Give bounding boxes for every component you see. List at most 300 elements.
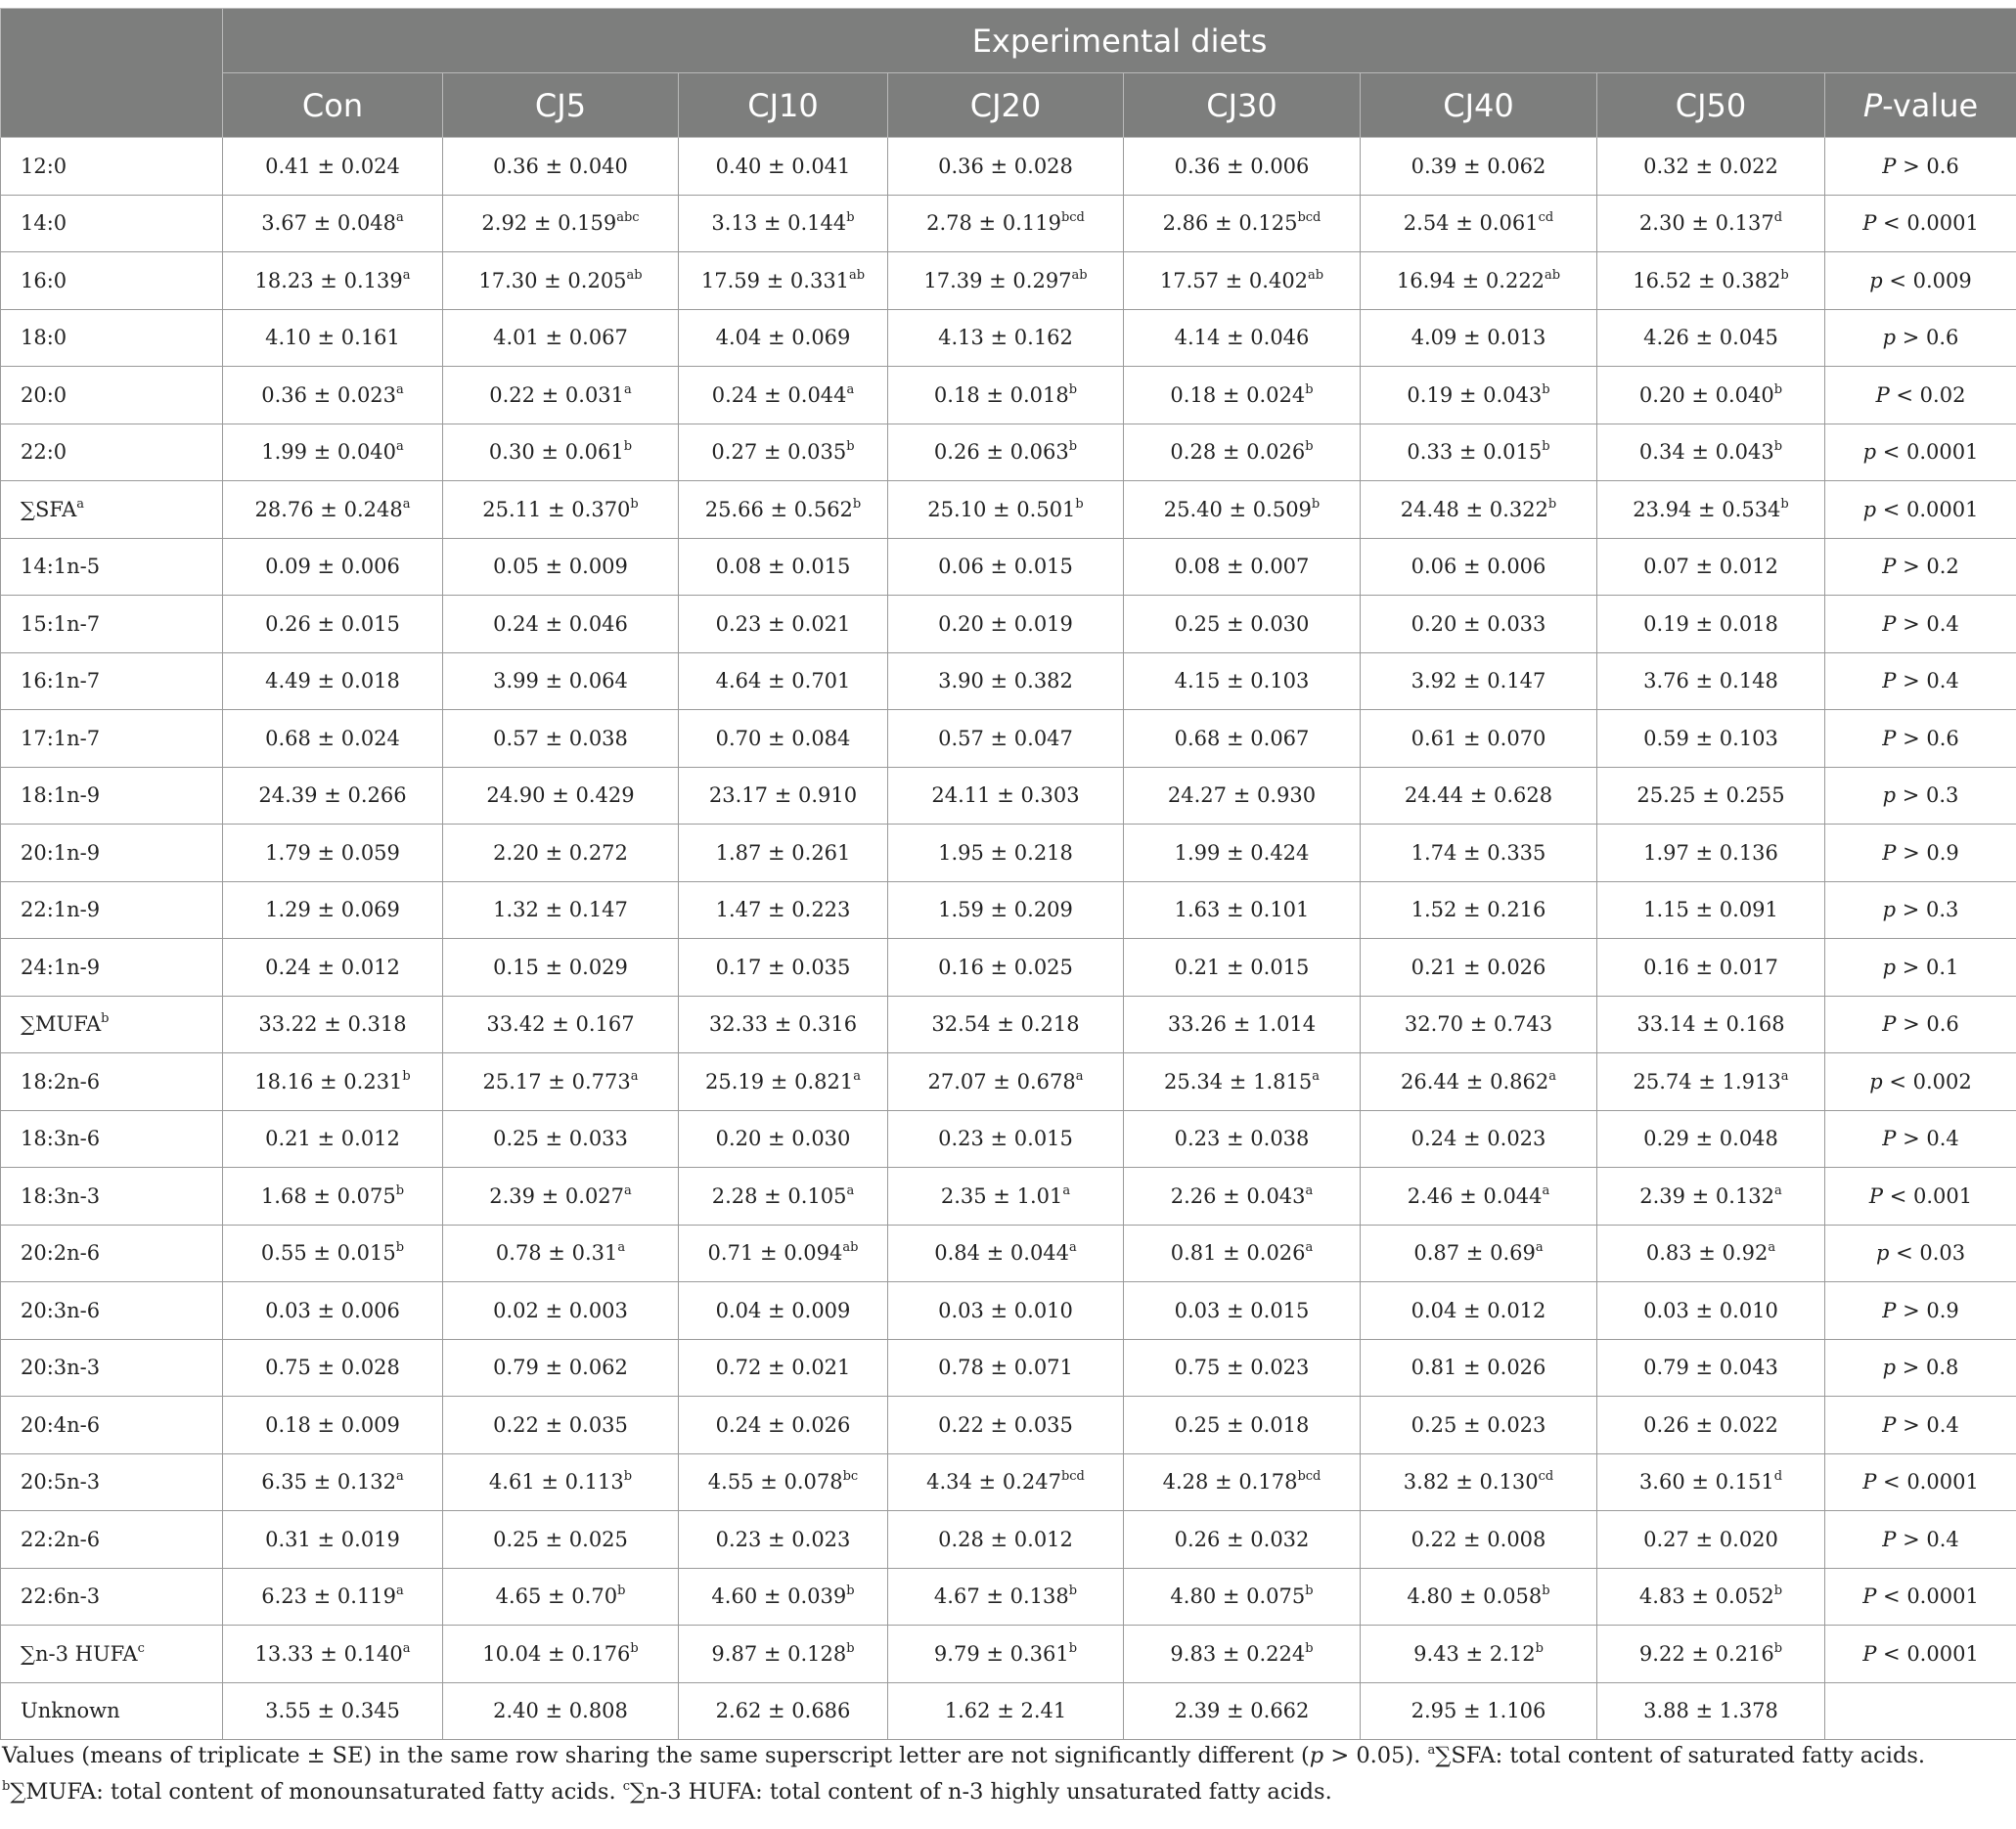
value-cell	[888, 1110, 1124, 1168]
value-cell	[1124, 538, 1361, 596]
value-cell	[1597, 1225, 1825, 1282]
row-label-cell	[1, 1053, 223, 1111]
footnote-sup-b: b	[2, 1779, 11, 1794]
value-mean-se: 3.13 ± 0.144	[711, 211, 847, 236]
value-cell	[679, 710, 888, 768]
column-header-cj30: CJ30	[1124, 73, 1361, 138]
row-label-cell	[1, 1453, 223, 1511]
value-mean-se: 25.10 ± 0.501	[927, 497, 1076, 521]
significance-letters: a	[396, 1584, 404, 1599]
significance-letters: a	[1305, 1182, 1314, 1198]
value-mean-se: 0.33 ± 0.015	[1407, 440, 1543, 465]
value-cell	[679, 1168, 888, 1226]
value-cell	[888, 767, 1124, 825]
significance-letters: b	[623, 1469, 633, 1485]
value-mean-se: 0.55 ± 0.015	[260, 1241, 396, 1266]
value-mean-se: 9.79 ± 0.361	[933, 1641, 1069, 1666]
significance-letters: a	[402, 496, 411, 512]
value-mean-se: 3.92 ± 0.147	[1411, 669, 1546, 693]
value-mean-se: 0.18 ± 0.009	[265, 1412, 400, 1437]
value-mean-se: 0.08 ± 0.007	[1174, 555, 1310, 579]
value-cell	[1124, 710, 1361, 768]
row-label: 22:0	[21, 440, 67, 465]
value-cell	[223, 1397, 443, 1454]
row-label: 20:4n-6	[21, 1412, 101, 1437]
value-cell	[1597, 252, 1825, 310]
p-value-text: > 0.8	[1896, 1356, 1959, 1380]
fatty-acid-table	[0, 8, 2016, 1740]
value-cell	[443, 652, 679, 710]
value-cell	[443, 252, 679, 310]
value-mean-se: 0.25 ± 0.018	[1174, 1412, 1310, 1437]
value-cell	[679, 1110, 888, 1168]
value-cell	[1597, 1339, 1825, 1397]
value-cell	[679, 939, 888, 997]
value-cell	[1361, 252, 1597, 310]
significance-letters: b	[1542, 439, 1550, 455]
value-mean-se: 4.55 ± 0.078	[707, 1470, 843, 1494]
value-mean-se: 24.44 ± 0.628	[1404, 783, 1553, 808]
value-mean-se: 0.72 ± 0.021	[715, 1356, 851, 1380]
significance-letters: b	[1773, 381, 1783, 397]
p-value-letter: P	[1882, 1298, 1897, 1322]
value-cell	[223, 138, 443, 196]
value-mean-se: 4.34 ± 0.247	[926, 1470, 1061, 1494]
row-label-cell	[1, 367, 223, 424]
significance-letters: a	[396, 381, 404, 397]
row-label: 18:1n-9	[21, 783, 101, 808]
value-mean-se: 0.06 ± 0.006	[1411, 555, 1546, 579]
significance-letters: a	[1774, 1182, 1782, 1198]
value-mean-se: 0.23 ± 0.015	[938, 1127, 1073, 1151]
significance-letters: a	[1780, 1068, 1789, 1084]
value-mean-se: 10.04 ± 0.176	[482, 1641, 631, 1666]
significance-letters: b	[1305, 1584, 1314, 1599]
p-value-letter: P	[1882, 840, 1897, 865]
table-row	[1, 1453, 2016, 1511]
value-mean-se: 0.81 ± 0.026	[1411, 1356, 1546, 1380]
value-mean-se: 0.68 ± 0.024	[265, 726, 400, 750]
value-cell	[443, 1282, 679, 1340]
row-label-cell	[1, 996, 223, 1053]
value-mean-se: 25.19 ± 0.821	[705, 1069, 854, 1093]
value-cell	[443, 195, 679, 252]
row-label-superscript: c	[137, 1640, 145, 1656]
value-mean-se: 0.75 ± 0.028	[265, 1356, 400, 1380]
value-mean-se: 0.79 ± 0.043	[1643, 1356, 1778, 1380]
value-cell	[1124, 481, 1361, 539]
table-row	[1, 367, 2016, 424]
value-mean-se: 0.78 ± 0.31	[495, 1241, 618, 1266]
value-mean-se: 4.04 ± 0.069	[715, 326, 851, 350]
value-cell	[679, 996, 888, 1053]
p-value-text: < 0.0001	[1876, 497, 1979, 521]
value-cell	[1124, 1568, 1361, 1626]
value-cell	[1361, 1682, 1597, 1740]
row-label-cell	[1, 538, 223, 596]
value-cell	[1597, 1568, 1825, 1626]
significance-letters: bcd	[1297, 210, 1322, 226]
value-cell	[443, 1626, 679, 1683]
value-cell	[888, 1339, 1124, 1397]
value-cell	[1597, 1682, 1825, 1740]
value-mean-se: 4.13 ± 0.162	[938, 326, 1073, 350]
value-mean-se: 0.30 ± 0.061	[488, 440, 624, 465]
significance-letters: b	[1068, 381, 1078, 397]
table-row	[1, 1568, 2016, 1626]
p-value-cell	[1825, 138, 2016, 196]
value-mean-se: 0.19 ± 0.043	[1407, 382, 1543, 407]
p-value-text: < 0.02	[1889, 382, 1966, 407]
value-mean-se: 24.27 ± 0.930	[1167, 783, 1317, 808]
value-cell	[1361, 138, 1597, 196]
row-label-cell	[1, 481, 223, 539]
value-cell	[679, 652, 888, 710]
value-mean-se: 0.04 ± 0.012	[1411, 1298, 1546, 1322]
significance-letters: bcd	[1060, 210, 1085, 226]
table-row	[1, 1626, 2016, 1683]
value-mean-se: 1.59 ± 0.209	[938, 898, 1073, 922]
value-cell	[443, 1053, 679, 1111]
significance-letters: a	[630, 1068, 639, 1084]
value-cell	[223, 939, 443, 997]
column-header-cj40: CJ40	[1361, 73, 1597, 138]
value-cell	[223, 1682, 443, 1740]
significance-letters: b	[1305, 381, 1314, 397]
row-label: 24:1n-9	[21, 955, 101, 979]
value-cell	[679, 252, 888, 310]
row-label: 18:3n-6	[21, 1127, 101, 1151]
significance-letters: ab	[842, 1240, 859, 1256]
p-value-cell	[1825, 825, 2016, 882]
value-mean-se: 0.26 ± 0.063	[933, 440, 1069, 465]
value-cell	[679, 1568, 888, 1626]
value-cell	[223, 1168, 443, 1226]
value-mean-se: 0.59 ± 0.103	[1643, 726, 1778, 750]
value-mean-se: 25.25 ± 0.255	[1636, 783, 1785, 808]
value-mean-se: 0.06 ± 0.015	[938, 555, 1073, 579]
p-value-text: > 0.4	[1896, 1127, 1959, 1151]
value-mean-se: 1.74 ± 0.335	[1411, 840, 1546, 865]
value-mean-se: 4.65 ± 0.70	[495, 1584, 618, 1609]
value-mean-se: 2.54 ± 0.061	[1403, 211, 1539, 236]
value-mean-se: 2.30 ± 0.137	[1638, 211, 1774, 236]
value-cell	[888, 138, 1124, 196]
value-cell	[1124, 1682, 1361, 1740]
p-value-cell	[1825, 1225, 2016, 1282]
value-cell	[223, 1453, 443, 1511]
significance-letters: ab	[849, 267, 866, 283]
significance-letters: b	[1068, 1584, 1078, 1599]
value-mean-se: 1.52 ± 0.216	[1411, 898, 1546, 922]
value-cell	[1124, 1511, 1361, 1569]
value-cell	[1124, 825, 1361, 882]
value-cell	[1597, 424, 1825, 481]
group-header: Experimental diets	[223, 9, 2016, 73]
value-cell	[888, 195, 1124, 252]
row-label: 22:2n-6	[21, 1527, 101, 1551]
p-value-text: > 0.4	[1896, 669, 1959, 693]
value-mean-se: 0.25 ± 0.023	[1411, 1412, 1546, 1437]
row-label-cell	[1, 1682, 223, 1740]
column-header-cj50: CJ50	[1597, 73, 1825, 138]
value-cell	[1597, 881, 1825, 939]
p-value-text: > 0.2	[1896, 555, 1959, 579]
value-mean-se: 9.22 ± 0.216	[1638, 1641, 1774, 1666]
row-label: 20:2n-6	[21, 1241, 101, 1266]
p-value-text: > 0.6	[1896, 154, 1959, 178]
value-mean-se: 0.22 ± 0.031	[489, 382, 625, 407]
value-mean-se: 0.22 ± 0.035	[493, 1412, 628, 1437]
p-value-text: < 0.009	[1882, 268, 1972, 292]
value-cell	[1361, 309, 1597, 367]
value-mean-se: 32.33 ± 0.316	[708, 1012, 858, 1037]
value-mean-se: 4.64 ± 0.701	[715, 669, 851, 693]
value-mean-se: 2.35 ± 1.01	[940, 1183, 1063, 1208]
p-value-text: > 0.6	[1896, 726, 1959, 750]
significance-letters: b	[1773, 1584, 1783, 1599]
value-mean-se: 0.08 ± 0.015	[715, 555, 851, 579]
significance-letters: ab	[1308, 267, 1324, 283]
row-label-cell	[1, 1568, 223, 1626]
p-value-letter: P	[1882, 669, 1897, 693]
value-mean-se: 0.57 ± 0.047	[938, 726, 1073, 750]
value-mean-se: 4.49 ± 0.018	[265, 669, 400, 693]
p-value-text: < 0.0001	[1876, 1584, 1979, 1609]
value-mean-se: 0.24 ± 0.012	[265, 955, 400, 979]
value-mean-se: 0.27 ± 0.035	[711, 440, 847, 465]
significance-letters: b	[852, 496, 862, 512]
significance-letters: a	[396, 1469, 404, 1485]
value-mean-se: 0.26 ± 0.022	[1643, 1412, 1778, 1437]
value-cell	[679, 1511, 888, 1569]
p-value-letter: P	[1862, 1584, 1877, 1609]
significance-letters: b	[1773, 1640, 1783, 1656]
table-wrapper	[0, 8, 2016, 1740]
p-value-cell	[1825, 652, 2016, 710]
row-label-cell	[1, 195, 223, 252]
value-mean-se: 0.16 ± 0.017	[1643, 955, 1778, 979]
value-cell	[1124, 596, 1361, 653]
significance-letters: b	[1075, 496, 1084, 512]
p-value-letter: P	[1875, 382, 1890, 407]
value-cell	[1361, 424, 1597, 481]
value-cell	[679, 596, 888, 653]
value-cell	[223, 481, 443, 539]
table-row	[1, 1339, 2016, 1397]
value-mean-se: 2.78 ± 0.119	[926, 211, 1061, 236]
value-cell	[223, 1568, 443, 1626]
footnote-sup-c: c	[622, 1779, 631, 1794]
significance-letters: b	[1547, 496, 1557, 512]
value-mean-se: 0.21 ± 0.026	[1411, 955, 1546, 979]
value-cell	[1361, 195, 1597, 252]
value-mean-se: 0.07 ± 0.012	[1643, 555, 1778, 579]
row-label: ∑SFA	[21, 497, 77, 521]
value-mean-se: 0.03 ± 0.010	[938, 1298, 1073, 1322]
p-value-cell	[1825, 424, 2016, 481]
table-row	[1, 767, 2016, 825]
footnote-text: > 0.05).	[1323, 1743, 1428, 1768]
value-cell	[223, 1339, 443, 1397]
value-cell	[1124, 309, 1361, 367]
row-label: 18:2n-6	[21, 1069, 101, 1093]
value-mean-se: 0.41 ± 0.024	[265, 154, 400, 178]
value-cell	[1597, 481, 1825, 539]
p-value-letter: p	[1882, 1356, 1897, 1380]
value-mean-se: 13.33 ± 0.140	[254, 1641, 403, 1666]
value-cell	[1361, 881, 1597, 939]
table-row	[1, 881, 2016, 939]
p-value-header-letter: P	[1862, 86, 1883, 124]
value-mean-se: 24.11 ± 0.303	[931, 783, 1080, 808]
value-cell	[1361, 1110, 1597, 1168]
value-mean-se: 33.26 ± 1.014	[1167, 1012, 1317, 1037]
value-cell	[223, 996, 443, 1053]
value-mean-se: 2.28 ± 0.105	[711, 1183, 847, 1208]
table-row	[1, 1110, 2016, 1168]
value-cell	[888, 1626, 1124, 1683]
row-label: 12:0	[21, 154, 67, 178]
value-cell	[1124, 996, 1361, 1053]
p-value-letter: P	[1882, 1127, 1897, 1151]
value-cell	[1597, 1168, 1825, 1226]
value-mean-se: 2.62 ± 0.686	[715, 1699, 851, 1723]
value-cell	[443, 538, 679, 596]
p-value-cell	[1825, 596, 2016, 653]
value-cell	[443, 1397, 679, 1454]
p-value-letter: p	[1862, 497, 1877, 521]
value-cell	[1597, 1453, 1825, 1511]
value-mean-se: 2.26 ± 0.043	[1170, 1183, 1306, 1208]
value-mean-se: 9.83 ± 0.224	[1170, 1641, 1306, 1666]
p-value-letter: p	[1882, 783, 1897, 808]
value-mean-se: 3.82 ± 0.130	[1403, 1470, 1539, 1494]
significance-letters: b	[1542, 1584, 1550, 1599]
value-cell	[1361, 710, 1597, 768]
value-mean-se: 25.74 ± 1.913	[1633, 1069, 1781, 1093]
row-label-cell	[1, 309, 223, 367]
table-row	[1, 710, 2016, 768]
value-cell	[223, 652, 443, 710]
p-value-text: < 0.0001	[1876, 440, 1979, 465]
value-cell	[888, 1168, 1124, 1226]
p-value-text: < 0.0001	[1876, 1470, 1979, 1494]
value-cell	[443, 481, 679, 539]
significance-letters: b	[846, 439, 855, 455]
row-label-cell	[1, 138, 223, 196]
significance-letters: cd	[1538, 1469, 1554, 1485]
value-mean-se: 0.36 ± 0.023	[261, 382, 397, 407]
value-cell	[443, 1225, 679, 1282]
table-row	[1, 1168, 2016, 1226]
row-label-cell	[1, 1168, 223, 1226]
value-cell	[1361, 1053, 1597, 1111]
significance-letters: b	[395, 1182, 405, 1198]
p-value-letter: P	[1882, 154, 1897, 178]
significance-letters: b	[1773, 439, 1783, 455]
p-value-letter: P	[1882, 726, 1897, 750]
value-cell	[443, 1168, 679, 1226]
p-value-cell	[1825, 481, 2016, 539]
footnote-text: Values (means of triplicate ± SE) in the same row sharing the same superscript letter are not significantly different (	[2, 1743, 1310, 1768]
value-mean-se: 0.81 ± 0.026	[1170, 1241, 1306, 1266]
value-cell	[1361, 1397, 1597, 1454]
value-cell	[888, 596, 1124, 653]
value-cell	[443, 1339, 679, 1397]
significance-letters: a	[624, 1182, 632, 1198]
value-mean-se: 0.31 ± 0.019	[265, 1527, 400, 1551]
row-label: 20:1n-9	[21, 840, 101, 865]
significance-letters: a	[1069, 1240, 1077, 1256]
table-row	[1, 252, 2016, 310]
p-value-letter: p	[1875, 1241, 1890, 1266]
value-mean-se: 0.02 ± 0.003	[493, 1298, 628, 1322]
value-cell	[888, 939, 1124, 997]
value-cell	[679, 825, 888, 882]
row-label-cell	[1, 881, 223, 939]
significance-letters: b	[395, 1240, 405, 1256]
value-cell	[1361, 1568, 1597, 1626]
value-mean-se: 3.60 ± 0.151	[1638, 1470, 1774, 1494]
value-mean-se: 4.15 ± 0.103	[1174, 669, 1310, 693]
value-mean-se: 0.75 ± 0.023	[1174, 1356, 1310, 1380]
value-cell	[679, 1682, 888, 1740]
p-value-text: < 0.001	[1883, 1183, 1973, 1208]
value-cell	[1597, 538, 1825, 596]
value-cell	[888, 1453, 1124, 1511]
value-mean-se: 4.61 ± 0.113	[488, 1470, 624, 1494]
value-mean-se: 0.25 ± 0.033	[493, 1127, 628, 1151]
p-value-letter: p	[1862, 440, 1877, 465]
value-cell	[679, 1053, 888, 1111]
p-value-cell	[1825, 1511, 2016, 1569]
p-value-cell	[1825, 939, 2016, 997]
value-cell	[1361, 1511, 1597, 1569]
value-cell	[1361, 1225, 1597, 1282]
p-value-letter: p	[1869, 268, 1883, 292]
significance-letters: a	[1075, 1068, 1084, 1084]
value-mean-se: 4.10 ± 0.161	[265, 326, 400, 350]
row-label: 18:3n-3	[21, 1183, 101, 1208]
value-cell	[443, 1110, 679, 1168]
value-mean-se: 0.83 ± 0.92	[1645, 1241, 1769, 1266]
value-mean-se: 0.84 ± 0.044	[934, 1241, 1070, 1266]
value-cell	[679, 195, 888, 252]
value-cell	[443, 825, 679, 882]
p-value-cell	[1825, 1282, 2016, 1340]
value-mean-se: 0.36 ± 0.040	[493, 154, 628, 178]
value-cell	[679, 309, 888, 367]
value-cell	[1597, 996, 1825, 1053]
value-mean-se: 1.47 ± 0.223	[715, 898, 851, 922]
row-label: Unknown	[21, 1699, 120, 1723]
significance-letters: b	[1780, 267, 1789, 283]
significance-letters: bcd	[1060, 1469, 1085, 1485]
value-cell	[223, 1282, 443, 1340]
value-mean-se: 1.97 ± 0.136	[1643, 840, 1778, 865]
value-mean-se: 18.16 ± 0.231	[254, 1069, 403, 1093]
value-mean-se: 0.23 ± 0.023	[715, 1527, 851, 1551]
value-mean-se: 0.24 ± 0.026	[715, 1412, 851, 1437]
value-mean-se: 33.14 ± 0.168	[1636, 1012, 1785, 1037]
value-mean-se: 24.39 ± 0.266	[258, 783, 407, 808]
p-value-letter: p	[1869, 1069, 1883, 1093]
value-mean-se: 0.20 ± 0.019	[938, 611, 1073, 636]
p-value-text: > 0.9	[1896, 1298, 1959, 1322]
value-mean-se: 0.78 ± 0.071	[938, 1356, 1073, 1380]
value-mean-se: 0.03 ± 0.015	[1174, 1298, 1310, 1322]
